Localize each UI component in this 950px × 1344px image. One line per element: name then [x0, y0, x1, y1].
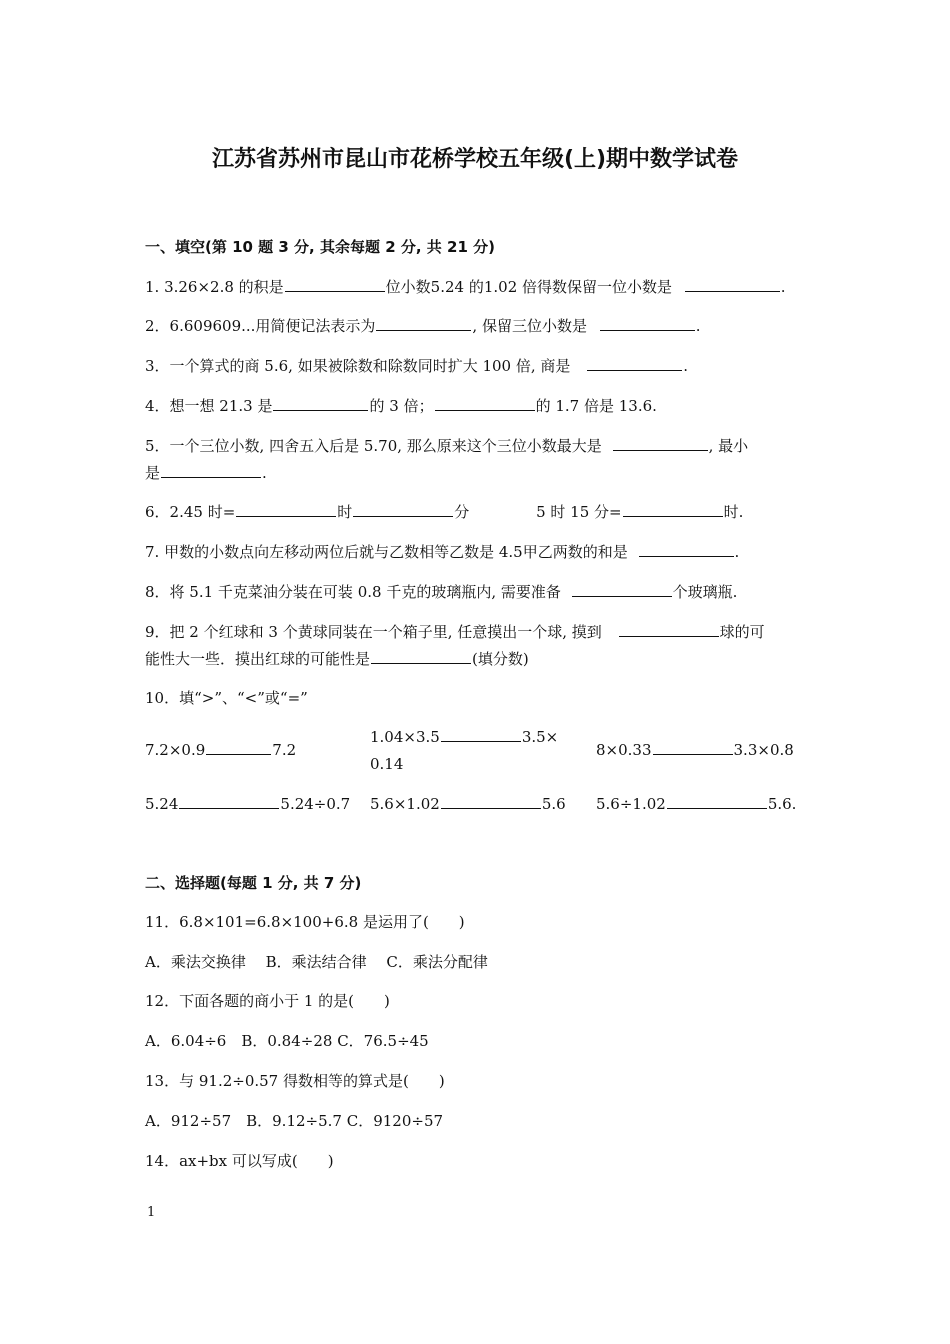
- answer-blank[interactable]: [179, 794, 279, 809]
- answer-blank[interactable]: [353, 502, 453, 517]
- answer-blank[interactable]: [441, 794, 541, 809]
- compare-item: 5.24 5.24÷0.7: [145, 795, 351, 813]
- question-8: 8．将 5.1 千克菜油分装在可装 0.8 千克的玻璃瓶内, 需要准备 个玻璃瓶.: [145, 583, 738, 601]
- answer-blank[interactable]: [206, 740, 271, 755]
- question-6: 6．2.45 时= 时 分 5 时 15 分= 时.: [145, 503, 744, 521]
- answer-blank[interactable]: [587, 356, 682, 371]
- answer-blank[interactable]: [371, 649, 471, 664]
- question-3: 3．一个算式的商 5.6, 如果被除数和除数同时扩大 100 倍, 商是 .: [145, 357, 688, 375]
- answer-blank[interactable]: [441, 727, 521, 742]
- question-12: 12．下面各题的商小于 1 的是( ): [145, 992, 390, 1010]
- answer-blank[interactable]: [273, 396, 368, 411]
- question-4: 4．想一想 21.3 是 的 3 倍； 的 1.7 倍是 13.6.: [145, 397, 657, 415]
- section2-heading: 二、选择题(每题 1 分, 共 7 分): [145, 874, 362, 892]
- page-number: 1: [147, 1205, 156, 1220]
- compare-item: 8×0.33 3.3×0.8: [596, 741, 794, 759]
- question-1: 1. 3.26×2.8 的积是 位小数5.24 的1.02 倍得数保留一位小数是 .: [145, 278, 786, 296]
- question-2: 2．6.609609...用简便记法表示为 , 保留三位小数是 .: [145, 317, 701, 335]
- question-9-cont: 能性大一些．摸出红球的可能性是 (填分数): [145, 650, 529, 668]
- answer-blank[interactable]: [376, 316, 471, 331]
- answer-blank[interactable]: [236, 502, 336, 517]
- compare-item: 1.04×3.5 3.5×: [370, 728, 559, 746]
- question-7: 7. 甲数的小数点向左移动两位后就与乙数相等乙数是 4.5甲乙两数的和是 .: [145, 543, 740, 561]
- compare-item: 7.2×0.9 7.2: [145, 741, 297, 759]
- answer-blank[interactable]: [435, 396, 535, 411]
- answer-blank[interactable]: [619, 622, 719, 637]
- section1-heading: 一、填空(第 10 题 3 分, 其余每题 2 分, 共 21 分): [145, 238, 495, 256]
- answer-blank[interactable]: [653, 740, 733, 755]
- question-11: 11．6.8×101=6.8×100+6.8 是运用了( ): [145, 913, 465, 931]
- question-14: 14．ax+bx 可以写成( ): [145, 1152, 334, 1170]
- question-5: 5．一个三位小数, 四舍五入后是 5.70, 那么原来这个三位小数最大是 , 最小: [145, 437, 749, 455]
- question-13: 13．与 91.2÷0.57 得数相等的算式是( ): [145, 1072, 445, 1090]
- compare-item: 5.6×1.02 5.6: [370, 795, 566, 813]
- answer-blank[interactable]: [285, 277, 385, 292]
- compare-item-cont: 0.14: [370, 755, 404, 773]
- question-13-options: A．912÷57 B．9.12÷5.7 C．9120÷57: [145, 1112, 444, 1130]
- answer-blank[interactable]: [161, 463, 261, 478]
- question-9: 9．把 2 个红球和 3 个黄球同装在一个箱子里, 任意摸出一个球, 摸到 球的可: [145, 623, 765, 641]
- question-5-cont: 是 .: [145, 464, 267, 482]
- answer-blank[interactable]: [572, 582, 672, 597]
- answer-blank[interactable]: [623, 502, 723, 517]
- answer-blank[interactable]: [613, 436, 708, 451]
- question-10: 10．填“>”、“<”或“=”: [145, 689, 308, 707]
- answer-blank[interactable]: [600, 316, 695, 331]
- question-11-options: A．乘法交换律 B．乘法结合律 C．乘法分配律: [145, 953, 488, 971]
- answer-blank[interactable]: [639, 542, 734, 557]
- page-title: 江苏省苏州市昆山市花桥学校五年级(上)期中数学试卷: [211, 147, 739, 172]
- answer-blank[interactable]: [667, 794, 767, 809]
- answer-blank[interactable]: [685, 277, 780, 292]
- question-12-options: A．6.04÷6 B．0.84÷28 C．76.5÷45: [145, 1032, 429, 1050]
- compare-item: 5.6÷1.02 5.6.: [596, 795, 797, 813]
